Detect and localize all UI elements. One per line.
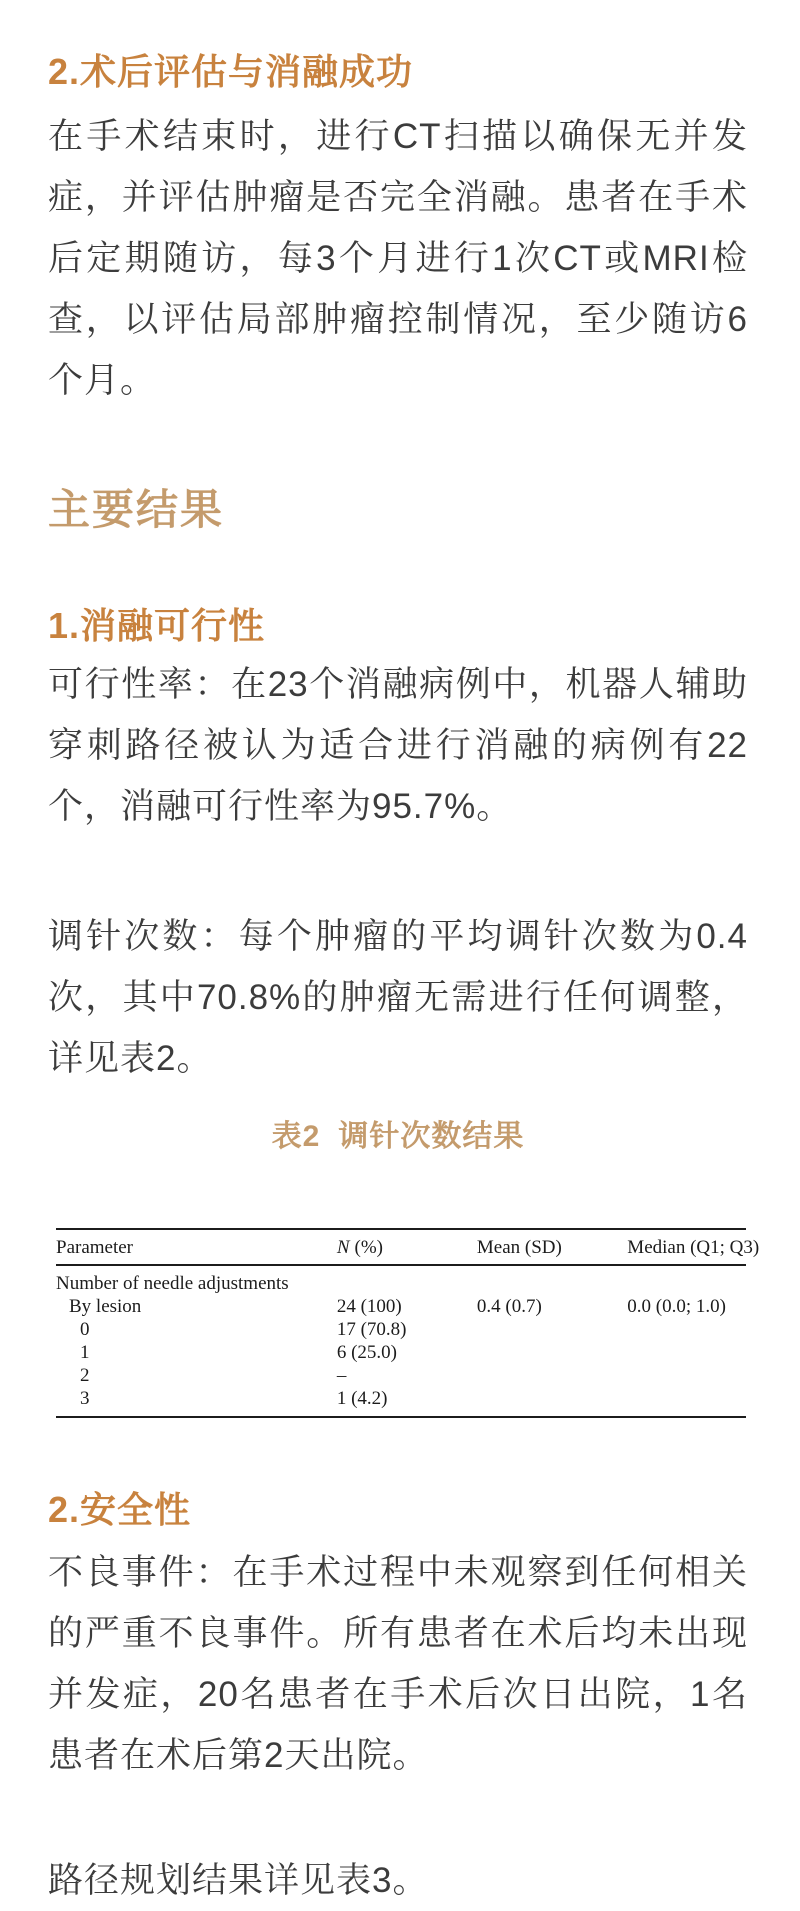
column-header-n-symbol: N (336, 1237, 350, 1258)
cell-mean (477, 1341, 627, 1364)
cell-parameter: Number of needle adjustments (56, 1273, 289, 1294)
cell-n (337, 1272, 477, 1295)
cell-parameter: 0 (80, 1319, 90, 1340)
column-header-median: Median (Q1; Q3) (627, 1237, 760, 1258)
cell-mean (477, 1272, 627, 1295)
table2-header-row (56, 1230, 760, 1266)
paragraph-post-op-evaluation: 在手术结束时，进行CT扫描以确保无并发症，并评估肿瘤是否完全消融。患者在手术后定期随访，每3个月进行1次CT或MRI检查，以评估局部肿瘤控制情况，至少随访6个月。 (48, 117, 748, 400)
heading-safety: 2.安全性 (48, 1489, 192, 1530)
table-row (56, 1364, 746, 1387)
table2-title (48, 1118, 748, 1156)
paragraph-feasibility-rate: 可行性率：在23个消融病例中，机器人辅助穿刺路径被认为适合进行消融的病例有22个，消融可行性率为95.7%。 (48, 665, 748, 826)
cell-median (627, 1341, 746, 1364)
table-row (56, 1295, 746, 1318)
table2 (56, 1228, 760, 1418)
cell-n: 24 (100) (336, 1296, 402, 1317)
cell-n: 17 (70.8) (336, 1319, 407, 1340)
paragraph-path-planning: 路径规划结果详见表3。 (48, 1861, 429, 1900)
table-row (56, 1341, 746, 1364)
cell-n: – (336, 1365, 347, 1386)
column-header-n-percent (337, 1236, 477, 1259)
cell-mean (477, 1318, 627, 1341)
column-header-parameter: Parameter (56, 1237, 134, 1258)
column-header-mean-sd: Mean (SD) (476, 1237, 562, 1258)
cell-mean (477, 1364, 627, 1387)
cell-median (627, 1318, 746, 1341)
cell-parameter: By lesion (69, 1296, 142, 1317)
heading-ablation-feasibility: 1.消融可行性 (48, 605, 266, 646)
cell-parameter: 1 (80, 1342, 90, 1363)
column-header-percent: (%) (354, 1237, 383, 1258)
cell-mean (477, 1387, 627, 1410)
cell-median (627, 1272, 746, 1295)
table2-body (56, 1266, 746, 1416)
cell-median (627, 1387, 746, 1410)
heading-post-op-evaluation: 2.术后评估与消融成功 (48, 51, 414, 92)
cell-parameter: 3 (80, 1388, 90, 1409)
cell-median (627, 1364, 746, 1387)
paragraph-needle-adjustments: 调针次数：每个肿瘤的平均调针次数为0.4次，其中70.8%的肿瘤无需进行任何调整，详见表2。 (48, 917, 748, 1078)
table-row (56, 1318, 746, 1341)
cell-mean: 0.4 (0.7) (476, 1296, 542, 1317)
cell-n: 1 (4.2) (336, 1388, 388, 1409)
table-row (56, 1272, 746, 1295)
table-row (56, 1387, 746, 1410)
cell-n: 6 (25.0) (336, 1342, 397, 1363)
paragraph-adverse-events: 不良事件：在手术过程中未观察到任何相关的严重不良事件。所有患者在术后均未出现并发症，20名患者在手术后次日出院，1名患者在术后第2天出院。 (48, 1553, 748, 1775)
cell-parameter: 2 (80, 1365, 90, 1386)
heading-main-results: 主要结果 (48, 488, 225, 534)
table2-label: 表2 (271, 1120, 321, 1153)
table2-title-text: 调针次数结果 (338, 1120, 525, 1153)
cell-median: 0.0 (0.0; 1.0) (627, 1296, 726, 1317)
